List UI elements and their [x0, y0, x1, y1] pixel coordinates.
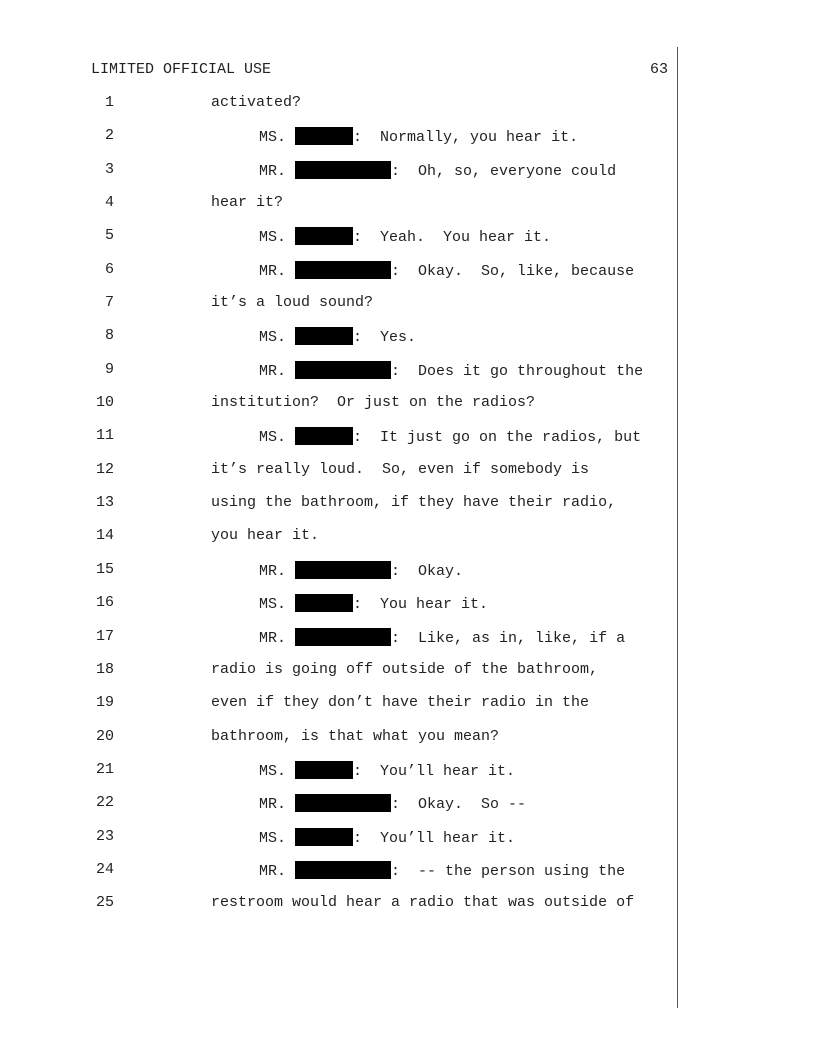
continuation-text: activated?: [211, 94, 302, 111]
redacted-name-box: [295, 861, 391, 879]
line-number: 17: [95, 627, 114, 645]
line-number: 6: [104, 260, 114, 278]
redacted-name-box: [295, 261, 391, 279]
speaker-text: : Okay. So, like, because: [391, 262, 635, 280]
line-number: 3: [104, 160, 114, 178]
speaker-turn: [259, 427, 641, 446]
transcript-line: [0, 628, 680, 661]
line-number: 21: [95, 760, 114, 778]
speaker-title: MR.: [259, 162, 287, 180]
transcript-line: [0, 194, 680, 227]
transcript-line: [0, 527, 680, 560]
speaker-text: : Like, as in, like, if a: [391, 629, 626, 647]
speaker-text: : You’ll hear it.: [353, 829, 516, 847]
speaker-title: MR.: [259, 862, 287, 880]
line-number: 5: [104, 227, 114, 245]
speaker-title: MS.: [259, 762, 287, 780]
speaker-title: MS.: [259, 596, 287, 614]
speaker-turn: [259, 127, 578, 146]
line-number: 4: [104, 194, 114, 212]
redacted-name-box: [295, 161, 391, 179]
speaker-title: MS.: [259, 429, 287, 447]
speaker-title: MS.: [259, 329, 287, 347]
speaker-turn: [259, 327, 416, 346]
transcript-line: [0, 461, 680, 494]
transcript-line: [0, 894, 680, 927]
transcript-line: [0, 427, 680, 460]
redacted-name-box: [295, 227, 353, 245]
transcript-line: [0, 361, 680, 394]
speaker-turn: [259, 761, 515, 780]
line-number: 13: [95, 494, 114, 512]
speaker-text: : It just go on the radios, but: [353, 429, 642, 447]
transcript-line: [0, 394, 680, 427]
continuation-text: bathroom, is that what you mean?: [211, 727, 500, 745]
line-number: 18: [95, 660, 114, 678]
transcript-line: [0, 494, 680, 527]
speaker-turn: [259, 227, 551, 246]
transcript-line: [0, 227, 680, 260]
line-number: 19: [95, 694, 114, 712]
redacted-name-box: [295, 561, 391, 579]
line-number: 2: [104, 127, 114, 145]
redacted-name-box: [295, 594, 353, 612]
line-number: 12: [95, 460, 114, 478]
speaker-turn: [259, 628, 625, 647]
continuation-text: hear it?: [211, 194, 284, 212]
speaker-turn: [259, 261, 634, 280]
redacted-name-box: [295, 761, 353, 779]
transcript-line: [0, 94, 680, 127]
continuation-text: institution? Or just on the radios?: [211, 394, 536, 412]
line-number: 10: [95, 394, 114, 412]
speaker-text: : Oh, so, everyone could: [391, 162, 617, 180]
transcript-line: [0, 794, 680, 827]
redacted-name-box: [295, 828, 353, 846]
transcript-line: [0, 561, 680, 594]
line-number: 8: [104, 327, 114, 345]
line-number: 20: [95, 727, 114, 745]
transcript-line: [0, 594, 680, 627]
continuation-text: even if they don’t have their radio in the: [211, 694, 590, 712]
continuation-text: you hear it.: [211, 527, 320, 545]
speaker-title: MS.: [259, 829, 287, 847]
redacted-name-box: [295, 127, 353, 145]
transcript-line: [0, 828, 680, 861]
speaker-turn: [259, 828, 515, 847]
speaker-turn: [259, 361, 643, 380]
speaker-title: MS.: [259, 129, 287, 147]
speaker-text: : Does it go throughout the: [391, 362, 644, 380]
speaker-text: : Yeah. You hear it.: [353, 229, 552, 247]
speaker-title: MR.: [259, 562, 287, 580]
speaker-title: MR.: [259, 362, 287, 380]
speaker-text: : You’ll hear it.: [353, 762, 516, 780]
speaker-text: : Okay. So --: [391, 796, 527, 814]
redacted-name-box: [295, 427, 353, 445]
speaker-turn: [259, 594, 488, 613]
speaker-text: : Normally, you hear it.: [353, 129, 579, 147]
transcript-line: [0, 261, 680, 294]
line-number: 25: [95, 894, 114, 912]
line-number: 7: [104, 294, 114, 312]
page-number: 63: [649, 61, 668, 78]
classification-marking: LIMITED OFFICIAL USE: [91, 61, 272, 78]
speaker-title: MR.: [259, 629, 287, 647]
speaker-turn: [259, 794, 526, 813]
line-number: 1: [104, 94, 114, 111]
speaker-turn: [259, 861, 625, 880]
speaker-text: : Okay.: [391, 562, 464, 580]
line-number: 24: [95, 860, 114, 878]
continuation-text: it’s really loud. So, even if somebody is: [211, 460, 590, 478]
speaker-turn: [259, 561, 463, 580]
line-number: 11: [95, 427, 114, 445]
transcript-line: [0, 661, 680, 694]
line-number: 22: [95, 794, 114, 812]
speaker-title: MR.: [259, 796, 287, 814]
speaker-turn: [259, 161, 616, 180]
transcript-line: [0, 161, 680, 194]
continuation-text: it’s a loud sound?: [211, 294, 374, 312]
transcript-line: [0, 861, 680, 894]
speaker-text: : You hear it.: [353, 596, 489, 614]
transcript-body: [0, 94, 680, 928]
continuation-text: radio is going off outside of the bathroom,: [211, 660, 599, 678]
line-number: 14: [95, 527, 114, 545]
transcript-line: [0, 127, 680, 160]
transcript-line: [0, 327, 680, 360]
redacted-name-box: [295, 794, 391, 812]
continuation-text: restroom would hear a radio that was outside of: [211, 894, 635, 912]
redacted-name-box: [295, 628, 391, 646]
line-number: 9: [104, 360, 114, 378]
transcript-line: [0, 694, 680, 727]
speaker-text: : -- the person using the: [391, 862, 626, 880]
line-number: 23: [95, 827, 114, 845]
speaker-title: MS.: [259, 229, 287, 247]
speaker-title: MR.: [259, 262, 287, 280]
transcript-line: [0, 761, 680, 794]
redacted-name-box: [295, 361, 391, 379]
redacted-name-box: [295, 327, 353, 345]
speaker-text: : Yes.: [353, 329, 417, 347]
transcript-line: [0, 294, 680, 327]
line-number: 15: [95, 560, 114, 578]
continuation-text: using the bathroom, if they have their radio,: [211, 494, 617, 512]
transcript-line: [0, 728, 680, 761]
line-number: 16: [95, 594, 114, 612]
